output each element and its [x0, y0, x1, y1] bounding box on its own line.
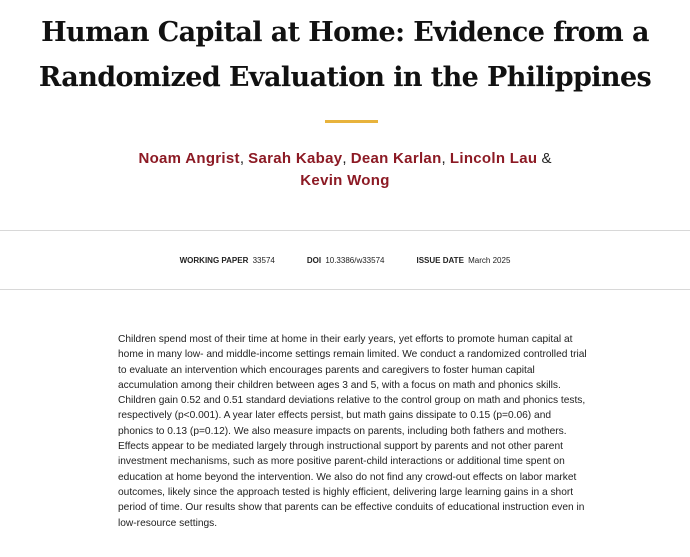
author-link-angrist[interactable]: Noam Angrist: [138, 150, 240, 167]
author-link-kabay[interactable]: Sarah Kabay: [248, 150, 343, 167]
abstract-text: Children spend most of their time at home in their early years, yet efforts to promote human capital at home in many low- and middle-income settings remain limited. We conduct a randomized controlled trial to evaluate an intervention which encourages parents and caregivers to foster human capital accumulation among their children between ages 3 and 5, with a focus on math and phonics skills. Children gain 0.52 and 0.51 standard deviations relative to the control group on math and phonics tests, respectively (p<0.001). A year later effects persist, but math gains dissipate to 0.15 (p=0.06) and phonics to 0.13 (p=0.12). We also measure impacts on parents, including both fathers and mothers. Effects appear to be mediated largely through instructional support by parents and not other parent investment mechanisms, such as more positive parent-child interactions or additional time spent on education at home beyond the intervention. We also do not find any crowd-out effects on labor market outcomes, likely since the approach tested is highly efficient, delivering large learning gains in a short period of time. Our results show that parents can be effective conduits of educational instruction even in low-resource settings.: [118, 334, 587, 529]
doi-label: DOI: [306, 255, 322, 265]
paper-title-line-2: Randomized Evaluation in the Philippines: [38, 62, 652, 93]
author-separator: ,: [441, 150, 450, 167]
doi-value[interactable]: 10.3386/w33574: [325, 255, 385, 265]
title-accent-rule: [325, 120, 378, 123]
working-paper-value: 33574: [252, 255, 275, 265]
doi: [307, 256, 385, 265]
issue-date-label: ISSUE DATE: [416, 255, 464, 265]
author-line-1: [138, 150, 551, 167]
author-separator: ,: [342, 150, 351, 167]
author-conjunction: &: [537, 150, 552, 167]
author-separator: ,: [239, 150, 249, 167]
paper-title: [0, 10, 690, 100]
working-paper-number: [180, 256, 275, 265]
author-link-lau[interactable]: Lincoln Lau: [449, 150, 538, 167]
issue-date-value: March 2025: [468, 255, 511, 265]
paper-title-line-1: Human Capital at Home: Evidence from a: [41, 17, 649, 48]
paper-metadata-bar: [0, 230, 690, 290]
author-link-karlan[interactable]: Dean Karlan: [350, 150, 442, 167]
working-paper-label: WORKING PAPER: [179, 255, 249, 265]
author-list: [0, 148, 690, 192]
author-link-wong[interactable]: Kevin Wong: [300, 172, 390, 189]
issue-date: [416, 256, 510, 265]
